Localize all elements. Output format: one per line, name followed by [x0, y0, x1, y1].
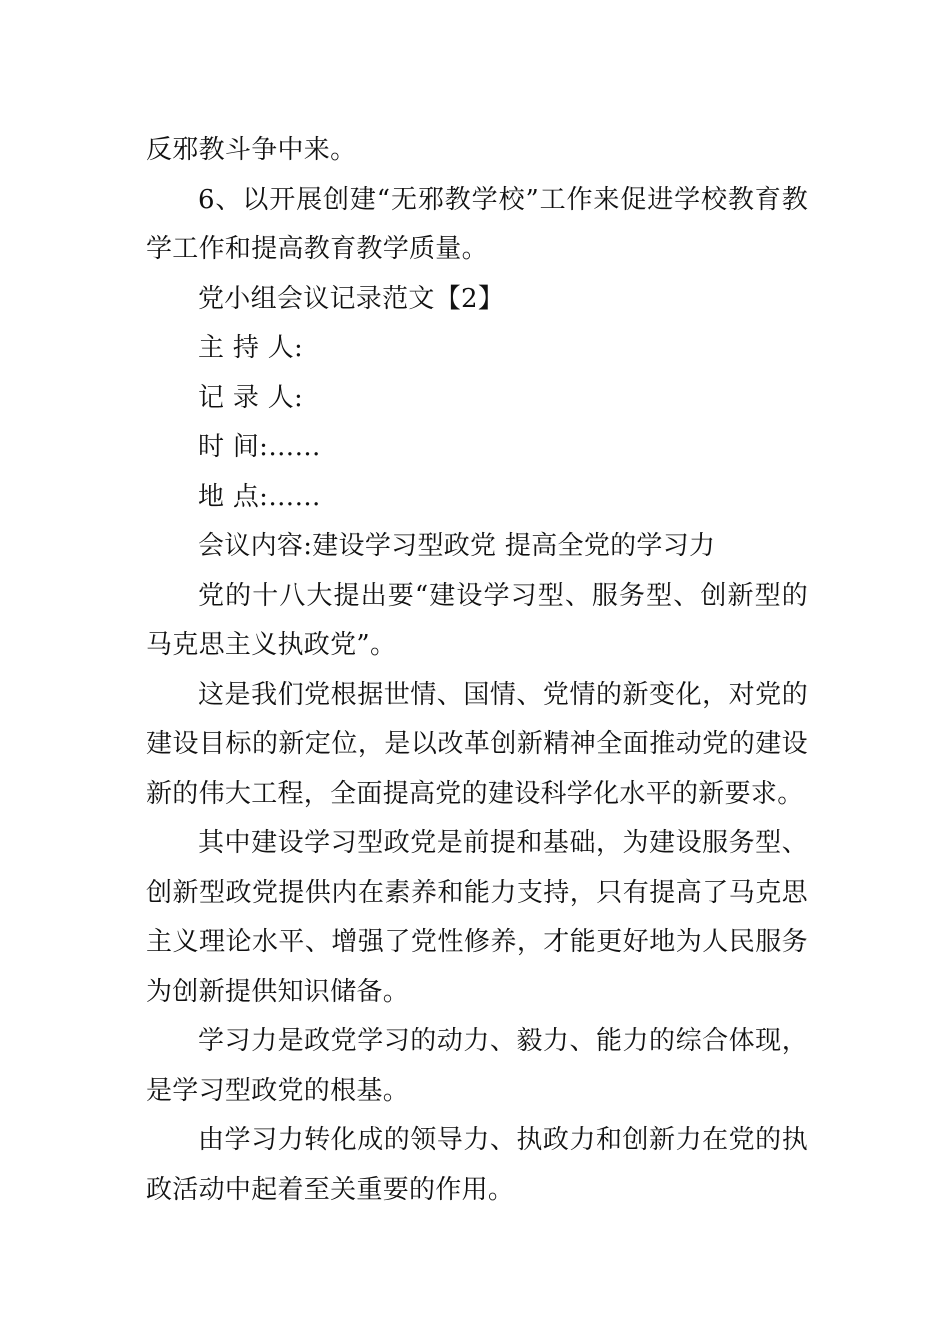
paragraph-body: 其中建设学习型政党是前提和基础，为建设服务型、创新型政党提供内在素养和能力支持，只有提高了马克思主义理论水平、增强了党性修养，才能更好地为人民服务为创新提供知识储备。: [146, 828, 808, 1007]
paragraph-continuation: 反邪教斗争中来。: [146, 135, 357, 165]
section-title: 党小组会议记录范文【2】: [198, 283, 505, 314]
field-recorder: 记 录 人:: [198, 382, 304, 413]
field-location: 地 点:……: [198, 481, 321, 512]
paragraph-body: 这是我们党根据世情、国情、党情的新变化，对党的建设目标的新定位，是以改革创新精神全面推动党的建设新的伟大工程，全面提高党的建设科学化水平的新要求。: [146, 679, 808, 809]
document-body: [146, 126, 808, 1215]
field-time: 时 间:……: [198, 432, 321, 462]
paragraph-body: 学习力是政党学习的动力、毅力、能力的综合体现，是学习型政党的根基。: [146, 1026, 808, 1106]
field-meeting-content: 会议内容:建设学习型政党 提高全党的学习力: [198, 531, 716, 561]
paragraph-body: 党的十八大提出要“建设学习型、服务型、创新型的马克思主义执政党”。: [146, 580, 808, 660]
paragraph-body: 由学习力转化成的领导力、执政力和创新力在党的执政活动中起着至关重要的作用。: [146, 1125, 808, 1205]
field-host: 主 持 人:: [198, 333, 304, 363]
paragraph-item-6: 6、以开展创建“无邪教学校”工作来促进学校教育教学工作和提高教育教学质量。: [146, 184, 808, 264]
